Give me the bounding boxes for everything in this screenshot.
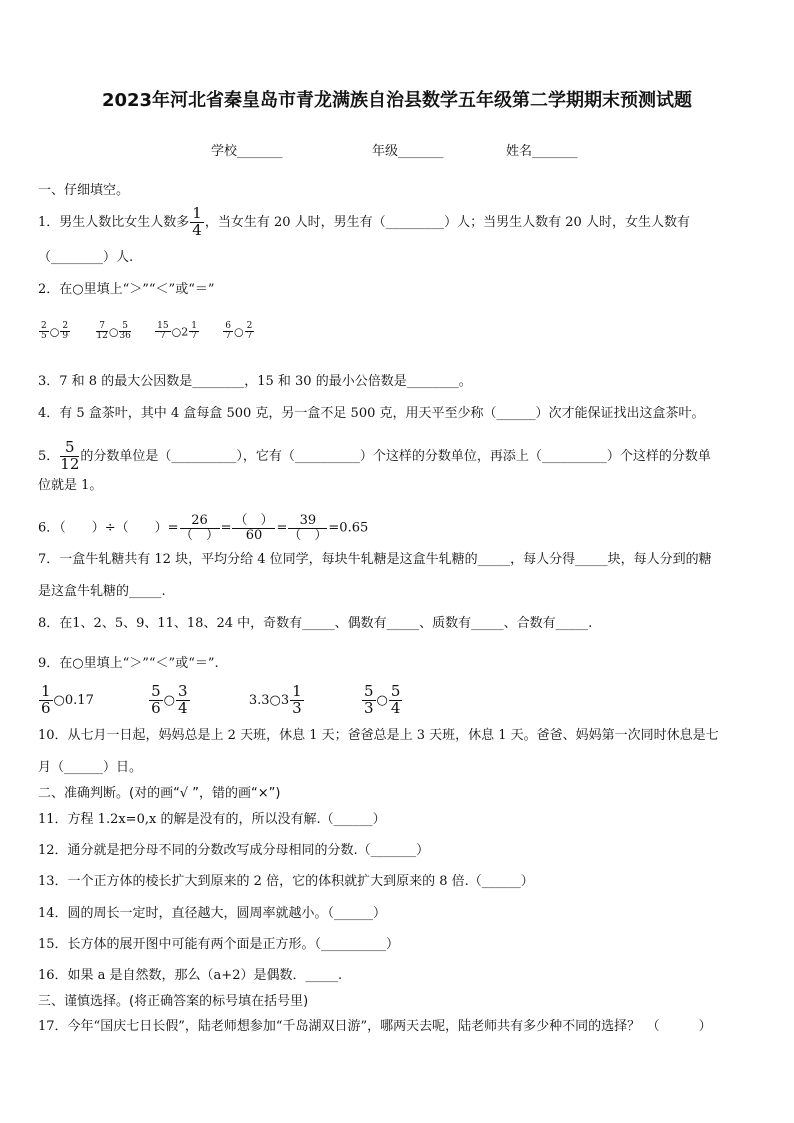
q6-text-end: =0.65 — [328, 520, 369, 536]
question-14: 14．圆的周长一定时，直径越大，圆周率就越小。（______） — [38, 906, 387, 921]
q1-text-a: 1．男生人数比女生人数多 — [38, 214, 190, 230]
q2-item1-op[interactable]: ○ — [49, 325, 60, 339]
q6-f1-num: 26 — [180, 514, 220, 529]
q9-item1-a-den: 6 — [41, 698, 51, 717]
q5-fraction-num: 5 — [60, 440, 79, 457]
q5-fraction-den: 12 — [60, 454, 80, 473]
q2-item4-a-num: 6 — [225, 321, 231, 331]
q6-eq-1: = — [220, 520, 232, 536]
q6-f3-num: 39 — [288, 514, 327, 529]
q9-item4-b-num: 5 — [390, 682, 401, 700]
q2-item3-b-num: 1 — [191, 321, 197, 331]
q9-item3-b — [290, 684, 304, 717]
q2-item4-b-den: 7 — [246, 331, 253, 342]
q9-item4-b-den: 4 — [390, 698, 401, 717]
q2-item3-a-num: 15 — [157, 321, 169, 331]
q1-fraction — [190, 206, 204, 239]
question-1 — [38, 206, 690, 239]
q9-item4-b — [389, 684, 403, 717]
q2-item4-b — [245, 322, 255, 342]
q9-item2-b-den: 4 — [178, 698, 188, 717]
question-7-cont: 是这盒牛轧糖的_____. — [38, 584, 166, 599]
question-15: 15．长方体的展开图中可能有两个面是正方形。（__________） — [38, 937, 400, 952]
q9-item2-b — [176, 684, 190, 717]
q5-number: 5． — [38, 448, 60, 464]
q1-fraction-den: 4 — [192, 220, 202, 239]
question-16: 16．如果 a 是自然数，那么（a+2）是偶数．_____. — [38, 968, 343, 983]
q2-item1-a-num: 2 — [41, 321, 47, 331]
question-6 — [38, 514, 368, 542]
section-heading-1: 一、仔细填空。 — [38, 183, 130, 198]
q9-item1-rest[interactable]: ○0.17 — [53, 692, 94, 708]
q2-item2-op[interactable]: ○ — [108, 325, 119, 339]
question-7: 7．一盒牛轧糖共有 12 块，平均分给 4 位同学，每块牛轧糖是这盒牛轧糖的_____，每人分得_____块，每人分到的糖 — [38, 552, 712, 567]
page-title: 2023年河北省秦皇岛市青龙满族自治县数学五年级第二学期期末预测试题 — [101, 90, 693, 111]
question-4: 4．有 5 盒茶叶，其中 4 盒每盒 500 克，另一盒不足 500 克，用天平至少称（______）次才能保证找出这盒茶叶。 — [38, 406, 705, 421]
question-5-cont: 位就是 1。 — [38, 478, 103, 493]
q2-item2-b-num: 5 — [119, 322, 130, 332]
q6-f3-den[interactable]: （ ） — [288, 527, 328, 543]
question-12: 12．通分就是把分母不同的分数改写成分母相同的分数.（_______） — [38, 843, 430, 858]
q2-item2-a — [96, 322, 107, 342]
q2-item1-a-den: 5 — [41, 331, 47, 342]
q9-item3-b-den: 3 — [292, 698, 302, 717]
section-heading-2: 二、准确判断。(对的画“√ ”，错的画“×”) — [38, 786, 281, 801]
question-9: 9．在○里填上“＞”“＜”或“＝”. — [38, 656, 219, 671]
q2-item4-op[interactable]: ○ — [233, 325, 244, 339]
grade-field[interactable]: 年级_______ — [372, 144, 444, 159]
q6-eq-2: = — [276, 520, 288, 536]
q2-item4-a-den: 7 — [225, 331, 231, 342]
q2-item3-op[interactable]: ○2 — [171, 325, 189, 339]
q9-item2-op[interactable]: ○ — [163, 692, 176, 708]
q2-item2-b-den: 36 — [119, 331, 131, 342]
q9-item4-a — [362, 684, 376, 717]
q5-text-b: 的分数单位是（__________），它有（__________）个这样的分数单位，再添上（__________）个这样的分数单 — [80, 448, 711, 464]
question-10: 10．从七月一日起，妈妈总是上 2 天班，休息 1 天；爸爸总是上 3 天班，休息 1 天。爸爸、妈妈第一次同时休息是七 — [38, 728, 719, 743]
q6-fraction-1 — [180, 514, 220, 542]
q6-text-a: 6．（ ）÷（ ）= — [38, 520, 179, 536]
q2-item2-a-den: 12 — [96, 331, 108, 342]
q9-item4-a-den: 3 — [363, 698, 374, 717]
q6-fraction-2 — [232, 514, 275, 542]
q6-f2-den: 60 — [245, 527, 263, 543]
q2-item3-a — [155, 322, 170, 342]
question-2-items — [38, 322, 255, 342]
section-heading-3: 三、谨慎选择。(将正确答案的标号填在括号里) — [38, 994, 309, 1009]
question-8: 8．在1、2、5、9、11、18、24 中，奇数有_____、偶数有_____、质数有_____、合数有_____. — [38, 616, 593, 631]
question-1-cont: （________）人. — [38, 250, 134, 265]
question-5 — [38, 440, 711, 473]
q9-item2-a-num: 5 — [151, 682, 161, 700]
q9-item4-op[interactable]: ○ — [376, 692, 388, 708]
q9-item4-a-num: 5 — [363, 682, 374, 700]
q9-item2-a-den: 6 — [151, 698, 161, 717]
q6-f2-num[interactable]: （ ） — [234, 513, 274, 528]
question-3: 3．7 和 8 的最大公因数是________，15 和 30 的最小公倍数是________。 — [38, 374, 472, 389]
name-field[interactable]: 姓名_______ — [506, 144, 578, 159]
q2-item1-b-num: 2 — [62, 321, 69, 331]
q6-fraction-3 — [288, 514, 327, 542]
question-13: 13．一个正方体的棱长扩大到原来的 2 倍，它的体积就扩大到原来的 8 倍.（______） — [38, 874, 534, 889]
q2-item4-a — [223, 322, 233, 342]
q2-item3-a-den: 7 — [160, 331, 166, 342]
q5-fraction — [60, 440, 79, 473]
q2-item3-b-den: 7 — [191, 331, 197, 342]
q9-item3-pre[interactable]: 3.3○3 — [248, 692, 290, 708]
q9-item3-b-num: 1 — [292, 682, 302, 700]
q2-item1-b-den: 9 — [62, 331, 69, 342]
q6-f1-den[interactable]: （ ） — [180, 527, 220, 543]
question-17: 17．今年“国庆七日长假”，陆老师想参加“千岛湖双日游”，哪两天去呢，陆老师共有多少种不同的选择？ （ ） — [38, 1019, 712, 1034]
q2-item2-a-num: 7 — [96, 322, 107, 332]
q2-item4-b-num: 2 — [246, 321, 253, 331]
q2-item3-b — [189, 322, 199, 342]
q9-item1-a — [39, 684, 53, 717]
q9-item2-a — [149, 684, 163, 717]
question-10-cont: 月（______）日。 — [38, 760, 143, 775]
q9-item2-b-num: 3 — [178, 682, 188, 700]
q9-item1-a-num: 1 — [41, 682, 51, 700]
q2-item2-b — [119, 322, 130, 342]
question-9-items — [38, 684, 403, 717]
question-2: 2．在○里填上“＞”“＜”或“＝” — [38, 282, 215, 297]
q2-item1-b — [60, 322, 70, 342]
q2-item1-a — [39, 322, 49, 342]
question-11: 11．方程 1.2x=0,x 的解是没有的，所以没有解.（______） — [38, 812, 386, 827]
school-field[interactable]: 学校_______ — [211, 144, 283, 159]
q1-text-b: ，当女生有 20 人时，男生有（_________）人；当男生人数有 20 人时，女生人数有 — [204, 214, 690, 230]
q1-fraction-num: 1 — [192, 204, 202, 222]
